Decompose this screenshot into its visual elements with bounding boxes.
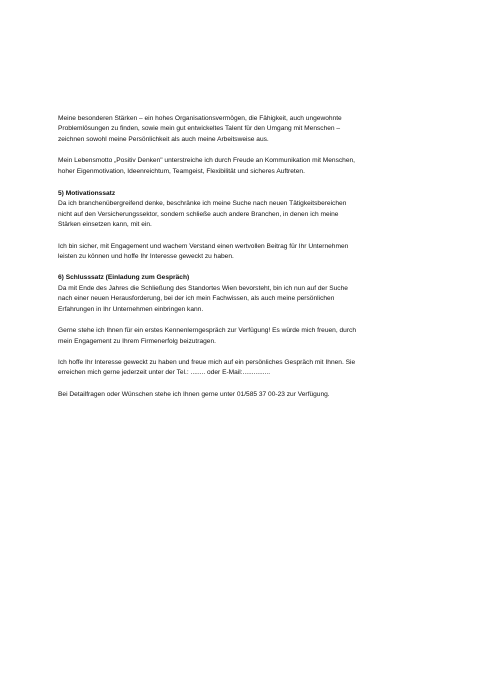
section-heading: 5) Motivationssatz — [58, 190, 116, 198]
paragraph-strengths — [58, 114, 426, 145]
text-line: leisten zu können und hoffe Ihr Interesse geweckt zu haben. — [58, 253, 234, 261]
section-heading: 6) Schlusssatz (Einladung zum Gespräch) — [58, 274, 190, 282]
paragraph-invitation — [58, 326, 426, 347]
paragraph-details — [58, 390, 426, 400]
text-line: Ich bin sicher, mit Engagement und wachem Verstand einen wertvollen Beitrag für Ihr Unternehmen — [58, 242, 349, 250]
text-line: mein Engagement zu Ihrem Firmenerfolg beizutragen. — [58, 337, 216, 345]
paragraph-contact — [58, 358, 426, 379]
text-line: erreichen mich gerne jederzeit unter der Tel.: ........ oder E-Mail:............... — [58, 369, 271, 377]
text-line: Problemlösungen zu finden, sowie mein gut entwickeltes Talent für den Umgang mit Menschen – — [58, 125, 341, 133]
text-line: hoher Eigenmotivation, Ideenreichtum, Teamgeist, Flexibilität und sicheres Auftreten. — [58, 167, 305, 175]
text-line: Meine besonderen Stärken – ein hohes Organisationsvermögen, die Fähigkeit, auch ungewohnte — [58, 115, 342, 122]
text-line: Ich hoffe Ihr Interesse geweckt zu haben und freue mich auf ein persönliches Gespräch mit Ihnen. Sie — [58, 358, 356, 366]
section-closing — [58, 273, 426, 315]
paragraph-motto — [58, 156, 426, 177]
text-line: Stärken einsetzen kann, mit ein. — [58, 221, 152, 229]
text-line: Mein Lebensmotto „Positiv Denken" unterstreiche ich durch Freude an Kommunikation mit Menschen, — [58, 157, 356, 165]
section-motivation — [58, 189, 426, 231]
text-line: Erfahrungen in Ihr Unternehmen einbringen kann. — [58, 305, 204, 313]
paragraph-engagement — [58, 242, 426, 263]
text-line: Da mit Ende des Jahres die Schließung des Standortes Wien bevorsteht, bin ich nun auf der Suche — [58, 284, 348, 292]
text-line: zeichnen sowohl meine Persönlichkeit als auch meine Arbeitsweise aus. — [58, 135, 269, 143]
text-line: nicht auf den Versicherungssektor, sondern schließe auch andere Branchen, in denen ich meine — [58, 210, 339, 218]
text-line: Bei Detailfragen oder Wünschen stehe ich Ihnen gerne unter 01/585 37 00-23 zur Verfügung. — [58, 390, 330, 398]
text-line: Da ich branchenübergreifend denke, beschränke ich meine Suche nach neuen Tätigkeitsbereichen — [58, 200, 347, 208]
text-line: nach einer neuen Herausforderung, bei der ich mein Fachwissen, als auch meine persönlichen — [58, 295, 335, 303]
text-line: Gerne stehe ich Ihnen für ein erstes Kennenlerngespräch zur Verfügung! Es würde mich freuen, durch — [58, 327, 356, 335]
